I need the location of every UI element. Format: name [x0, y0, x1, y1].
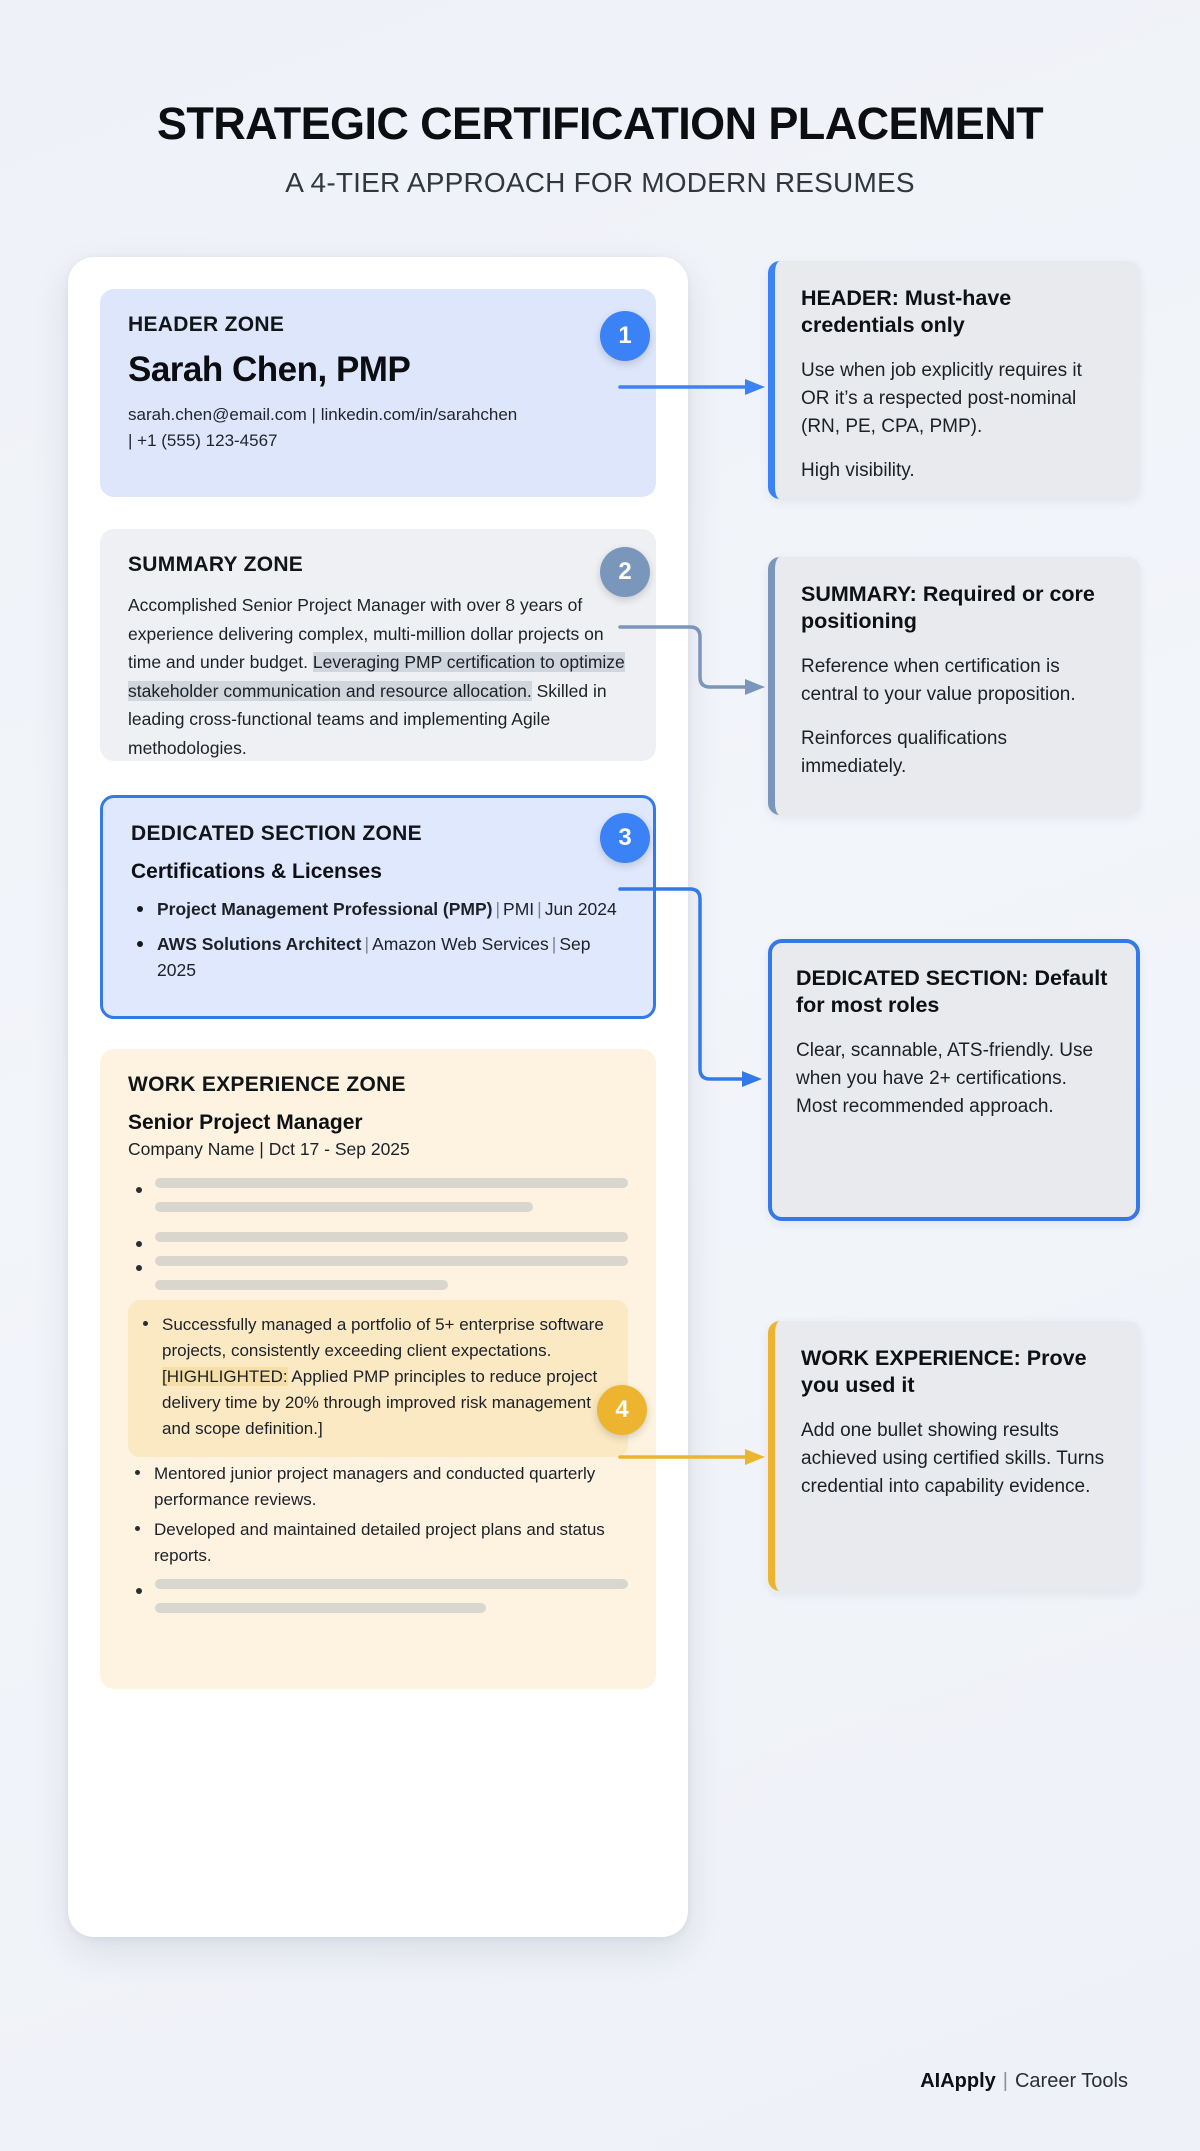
list-item	[131, 931, 625, 984]
zone-header-label: HEADER ZONE	[128, 313, 285, 337]
callout-title: SUMMARY: Required or core positioning	[801, 582, 1095, 634]
resume-preview-panel	[68, 257, 688, 1937]
placeholder-bar	[155, 1579, 628, 1589]
placeholder-bar	[155, 1280, 448, 1290]
certification-name: AWS Solutions Architect	[157, 933, 362, 954]
callout-body: Reference when certification is central to your value proposition.	[801, 656, 1076, 706]
placeholder-bullet	[128, 1579, 628, 1627]
badge-2: 2	[600, 547, 650, 597]
placeholder-lines	[155, 1232, 628, 1250]
certification-issuer: PMI	[503, 899, 535, 920]
placeholder-bar	[155, 1603, 486, 1613]
callout-body: Reinforces qualifications immediately.	[801, 728, 1007, 778]
callout-card-summary[interactable]	[768, 557, 1140, 815]
zone-summary[interactable]	[100, 529, 656, 761]
bullet-dot-icon	[136, 1187, 142, 1193]
page-subtitle: A 4-TIER APPROACH FOR MODERN RESUMES	[285, 167, 915, 199]
callout-card-header[interactable]	[768, 261, 1140, 499]
zone-header[interactable]	[100, 289, 656, 497]
bullet-dot-icon	[136, 1265, 142, 1271]
placeholder-bar	[155, 1202, 533, 1212]
zone-work-experience[interactable]	[100, 1049, 656, 1689]
certification-date: Jun 2024	[544, 899, 617, 920]
certifications-list	[131, 896, 625, 983]
contact-line-1: sarah.chen@email.com | linkedin.com/in/sarahchen	[128, 404, 518, 424]
footer-branding	[920, 2070, 1128, 2093]
badge-3: 3	[600, 813, 650, 863]
list-item	[136, 1312, 612, 1441]
contact-line-2: | +1 (555) 123-4567	[128, 431, 278, 451]
separator-pipe: |	[537, 899, 542, 920]
zone-summary-label: SUMMARY ZONE	[128, 553, 304, 577]
footer-separator: |	[1002, 2070, 1008, 2092]
summary-text-highlighted: Leveraging PMP certification to optimize stakeholder communication and resource allocation.	[128, 652, 625, 701]
summary-text-after: Skilled in leading cross-functional teams and implementing Agile methodologies.	[128, 680, 607, 758]
placeholder-bar	[155, 1256, 628, 1266]
certification-date: Sep 2025	[157, 933, 591, 980]
callout-body: High visibility.	[801, 460, 915, 482]
highlighted-bullet-list	[136, 1312, 612, 1441]
resume-summary-text	[128, 591, 628, 762]
badge-4: 4	[597, 1385, 647, 1435]
infographic-stage	[0, 239, 1200, 1979]
job-meta: Company Name | Dct 17 - Sep 2025	[128, 1139, 410, 1160]
placeholder-lines	[155, 1178, 628, 1226]
list-item	[131, 896, 625, 922]
placeholder-bar	[155, 1178, 628, 1188]
zone-work-label: WORK EXPERIENCE ZONE	[128, 1073, 406, 1097]
placeholder-lines	[155, 1579, 628, 1627]
list-item: Developed and maintained detailed project plans and status reports.	[128, 1517, 628, 1569]
placeholder-bullet	[128, 1232, 628, 1250]
callout-card-work-experience[interactable]	[768, 1321, 1140, 1591]
bullet-highlight-marker: [HIGHLIGHTED:	[162, 1366, 288, 1386]
bullet-dot-icon	[136, 1241, 142, 1247]
bullet-dot-icon	[136, 1588, 142, 1594]
callout-title: HEADER: Must-have credentials only	[801, 286, 1012, 338]
footer-tagline: Career Tools	[1014, 2070, 1128, 2092]
separator-pipe: |	[551, 933, 557, 954]
placeholder-lines	[155, 1256, 628, 1294]
job-title: Senior Project Manager	[128, 1111, 363, 1135]
certification-name: Project Management Professional (PMP)	[157, 899, 493, 920]
title-block	[0, 0, 1200, 199]
callout-card-dedicated-section[interactable]	[768, 939, 1140, 1221]
separator-pipe: |	[364, 933, 370, 954]
certifications-heading: Certifications & Licenses	[131, 860, 382, 884]
placeholder-bullet	[128, 1178, 628, 1226]
zone-dedicated-section[interactable]	[100, 795, 656, 1019]
placeholder-bullet	[128, 1256, 628, 1294]
certification-issuer: Amazon Web Services	[372, 933, 549, 954]
separator-pipe: |	[495, 899, 501, 920]
page-title: STRATEGIC CERTIFICATION PLACEMENT	[156, 98, 1043, 149]
callout-body: Clear, scannable, ATS-friendly. Use when you have 2+ certifications. Most recommended approach.	[796, 1040, 1094, 1118]
list-item: Mentored junior project managers and conducted quarterly performance reviews.	[128, 1461, 628, 1513]
callout-title: WORK EXPERIENCE: Prove you used it	[801, 1346, 1087, 1398]
summary-text-before: Accomplished Senior Project Manager with over 8 years of experience delivering complex, multi-million dollar projects on time and under budget.	[128, 595, 604, 673]
placeholder-bar	[155, 1232, 628, 1242]
resume-person-name: Sarah Chen, PMP	[128, 350, 411, 390]
bullet-text-before: Successfully managed a portfolio of 5+ enterprise software projects, consistently exceeding client expectations.	[162, 1315, 604, 1361]
callout-title: DEDICATED SECTION: Default for most roles	[796, 966, 1108, 1018]
bullet-text-after: Applied PMP principles to reduce project delivery time by 20% through improved risk management and scope definition.]	[162, 1366, 598, 1438]
footer-brand: AIApply	[920, 2070, 996, 2092]
work-bullets-list	[128, 1461, 628, 1568]
resume-contact-info	[128, 402, 628, 455]
badge-1: 1	[600, 311, 650, 361]
callout-body: Add one bullet showing results achieved using certified skills. Turns credential into capability evidence.	[801, 1420, 1105, 1498]
callout-body: Use when job explicitly requires it OR it’s a respected post-nominal (RN, PE, CPA, PMP).	[801, 360, 1082, 438]
zone-dedicated-label: DEDICATED SECTION ZONE	[131, 822, 422, 846]
highlighted-achievement-bullet[interactable]	[128, 1300, 628, 1457]
